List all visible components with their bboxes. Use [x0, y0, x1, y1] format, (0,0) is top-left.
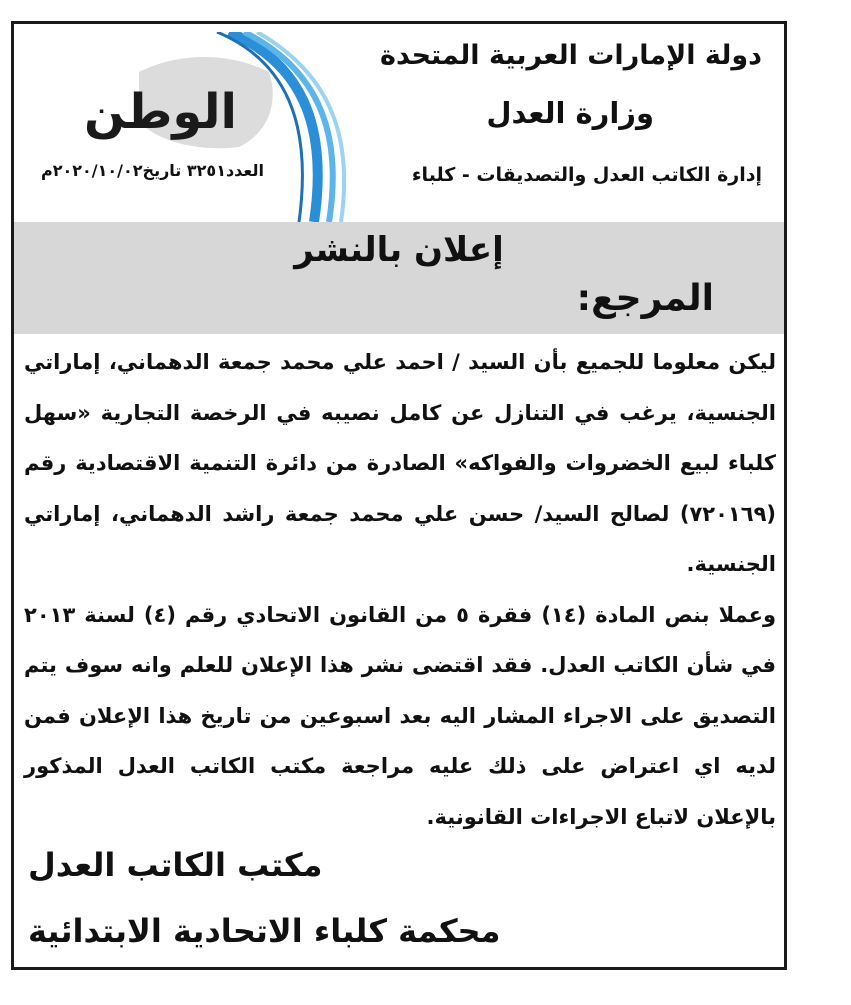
reference-label: المرجع:: [576, 278, 714, 319]
notice-paragraph-1: ليكن معلوما للجميع بأن السيد / احمد علي محمد جمعة الدهماني، إماراتي الجنسية، يرغب في التنازل عن كامل نصيبه في الرخصة التجارية «سهل كلباء لبيع الخضروات والفواكه» الصادرة من دائرة التنمية الاقتصادية رقم (٧٢٠١٦٩) لصالح السيد/ حسن علي محمد جمعة راشد الدهماني، إماراتي الجنسية.: [24, 350, 776, 576]
notice-header: [14, 24, 784, 222]
notice-frame: [11, 21, 787, 970]
title-band: [14, 222, 784, 334]
issue-date: العدد٣٢٥١ تاريخ٢٠٢٠/١٠/٠٢م: [41, 161, 264, 180]
department-name: إدارة الكاتب العدل والتصديقات - كلباء: [411, 164, 762, 186]
signature-court: محكمة كلباء الاتحادية الابتدائية: [28, 912, 501, 950]
ministry-name: وزارة العدل: [486, 96, 654, 130]
newspaper-name: الوطن: [84, 84, 237, 140]
newspaper-logo: [29, 32, 359, 222]
notice-title: إعلان بالنشر: [294, 230, 504, 270]
notice-paragraph-2: وعملا بنص المادة (١٤) فقرة ٥ من القانون الاتحادي رقم (٤) لسنة ٢٠١٣ في شأن الكاتب العدل. فقد اقتضى نشر هذا الإعلان للعلم وانه سوف يتم التصديق على الاجراء المشار اليه بعد اسبوعين من تاريخ هذا الإعلان فمن لديه اي اعتراض على ذلك عليه مراجعة مكتب الكاتب العدل المذكور بالإعلان لاتباع الاجراءات القانونية.: [24, 602, 776, 829]
country-name: دولة الإمارات العربية المتحدة: [380, 40, 762, 71]
signature-office: مكتب الكاتب العدل: [28, 846, 323, 884]
notice-body: [24, 337, 776, 842]
